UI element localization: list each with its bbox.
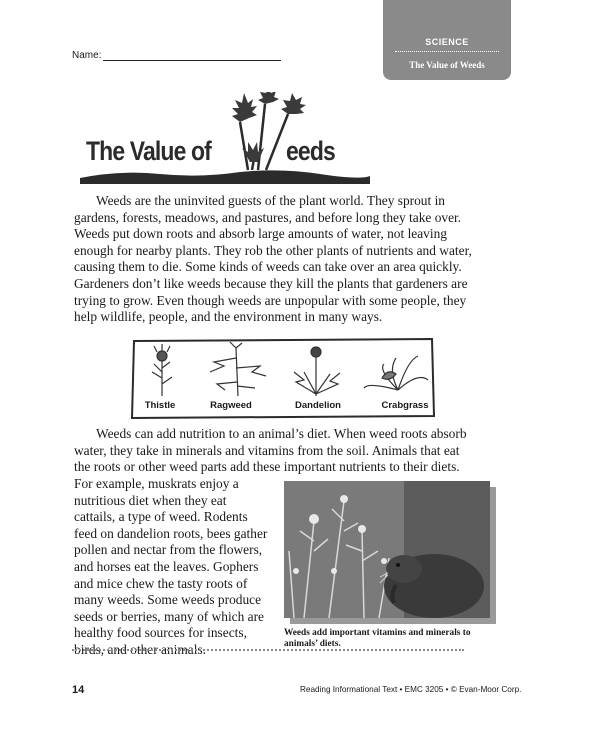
dandelion-icon xyxy=(294,347,340,396)
page-title xyxy=(80,92,370,184)
title-text-part1: The Value of xyxy=(86,136,211,166)
intro-line: Weeds put down roots and absorb large amounts of water, not leaving xyxy=(74,226,447,242)
ragweed-icon xyxy=(210,342,266,396)
body-line: many weeds. Some weeds produce xyxy=(74,592,262,608)
plant-label-thistle: Thistle xyxy=(144,400,176,411)
photo-caption: Weeds add important vitamins and minerals to animals’ diets. xyxy=(284,628,471,649)
intro-line: gardens, forests, meadows, and pastures, and before long they take over. xyxy=(74,209,462,225)
intro-paragraph xyxy=(74,193,472,326)
intro-line: trying to grow. Even though weeds are unpopular with some people, they xyxy=(74,292,467,308)
body-paragraph-narrow xyxy=(74,476,267,659)
body-line: and mice chew the tasty roots of xyxy=(74,575,248,591)
name-label: Name: xyxy=(72,50,102,61)
body-line: cattails, a type of weed. Rodents xyxy=(74,509,248,525)
plant-label-crabgrass: Crabgrass xyxy=(381,400,429,411)
intro-line: causing them to die. Some kinds of weeds can take over an area quickly. xyxy=(74,259,462,275)
body-line: feed on dandelion roots, bees gather xyxy=(74,525,268,541)
muskrat-photo xyxy=(284,481,490,618)
subject-label: SCIENCE xyxy=(425,37,469,47)
body-line: water, they take in minerals and vitamins from the soil. Animals that eat xyxy=(74,442,460,458)
bottom-divider xyxy=(72,649,464,651)
intro-line: help wildlife, people, and the environment in many ways. xyxy=(74,309,383,325)
title-text-part2: eeds xyxy=(286,136,335,166)
subject-tab xyxy=(383,0,511,80)
body-line: pollen and nectar from the flowers, xyxy=(74,542,263,558)
body-line: healthy food sources for insects, xyxy=(74,625,247,641)
crabgrass-icon xyxy=(364,356,428,390)
body-line: seeds or berries, many of which are xyxy=(74,608,264,624)
body-line: the roots or other weed parts add these important nutrients to their diets. xyxy=(74,459,460,475)
intro-line: Weeds are the uninvited guests of the plant world. They sprout in xyxy=(96,193,445,208)
topic-label: The Value of Weeds xyxy=(409,60,485,70)
tab-divider xyxy=(395,51,499,52)
body-line: birds, and other animals. xyxy=(74,641,207,657)
body-paragraph-top xyxy=(74,426,467,476)
intro-line: Gardeners don’t like weeds because they kill the plants that gardeners are xyxy=(74,275,468,291)
footer-credit: Reading Informational Text • EMC 3205 • © Evan-Moor Corp. xyxy=(300,685,522,694)
plant-label-dandelion: Dandelion xyxy=(295,400,341,411)
name-field[interactable] xyxy=(103,60,281,61)
body-line: Weeds can add nutrition to an animal’s diet. When weed roots absorb xyxy=(96,426,467,441)
thistle-icon xyxy=(152,344,172,396)
body-line: and horses eat the leaves. Gophers xyxy=(74,558,259,574)
page-number: 14 xyxy=(72,684,85,696)
body-line: For example, muskrats enjoy a xyxy=(74,476,239,491)
plant-label-ragweed: Ragweed xyxy=(210,400,252,411)
weed-illustration-strip xyxy=(130,338,436,420)
intro-line: enough for nearby plants. They rob the other plants of nutrients and water, xyxy=(74,242,472,258)
body-line: nutritious diet when they eat xyxy=(74,492,227,508)
